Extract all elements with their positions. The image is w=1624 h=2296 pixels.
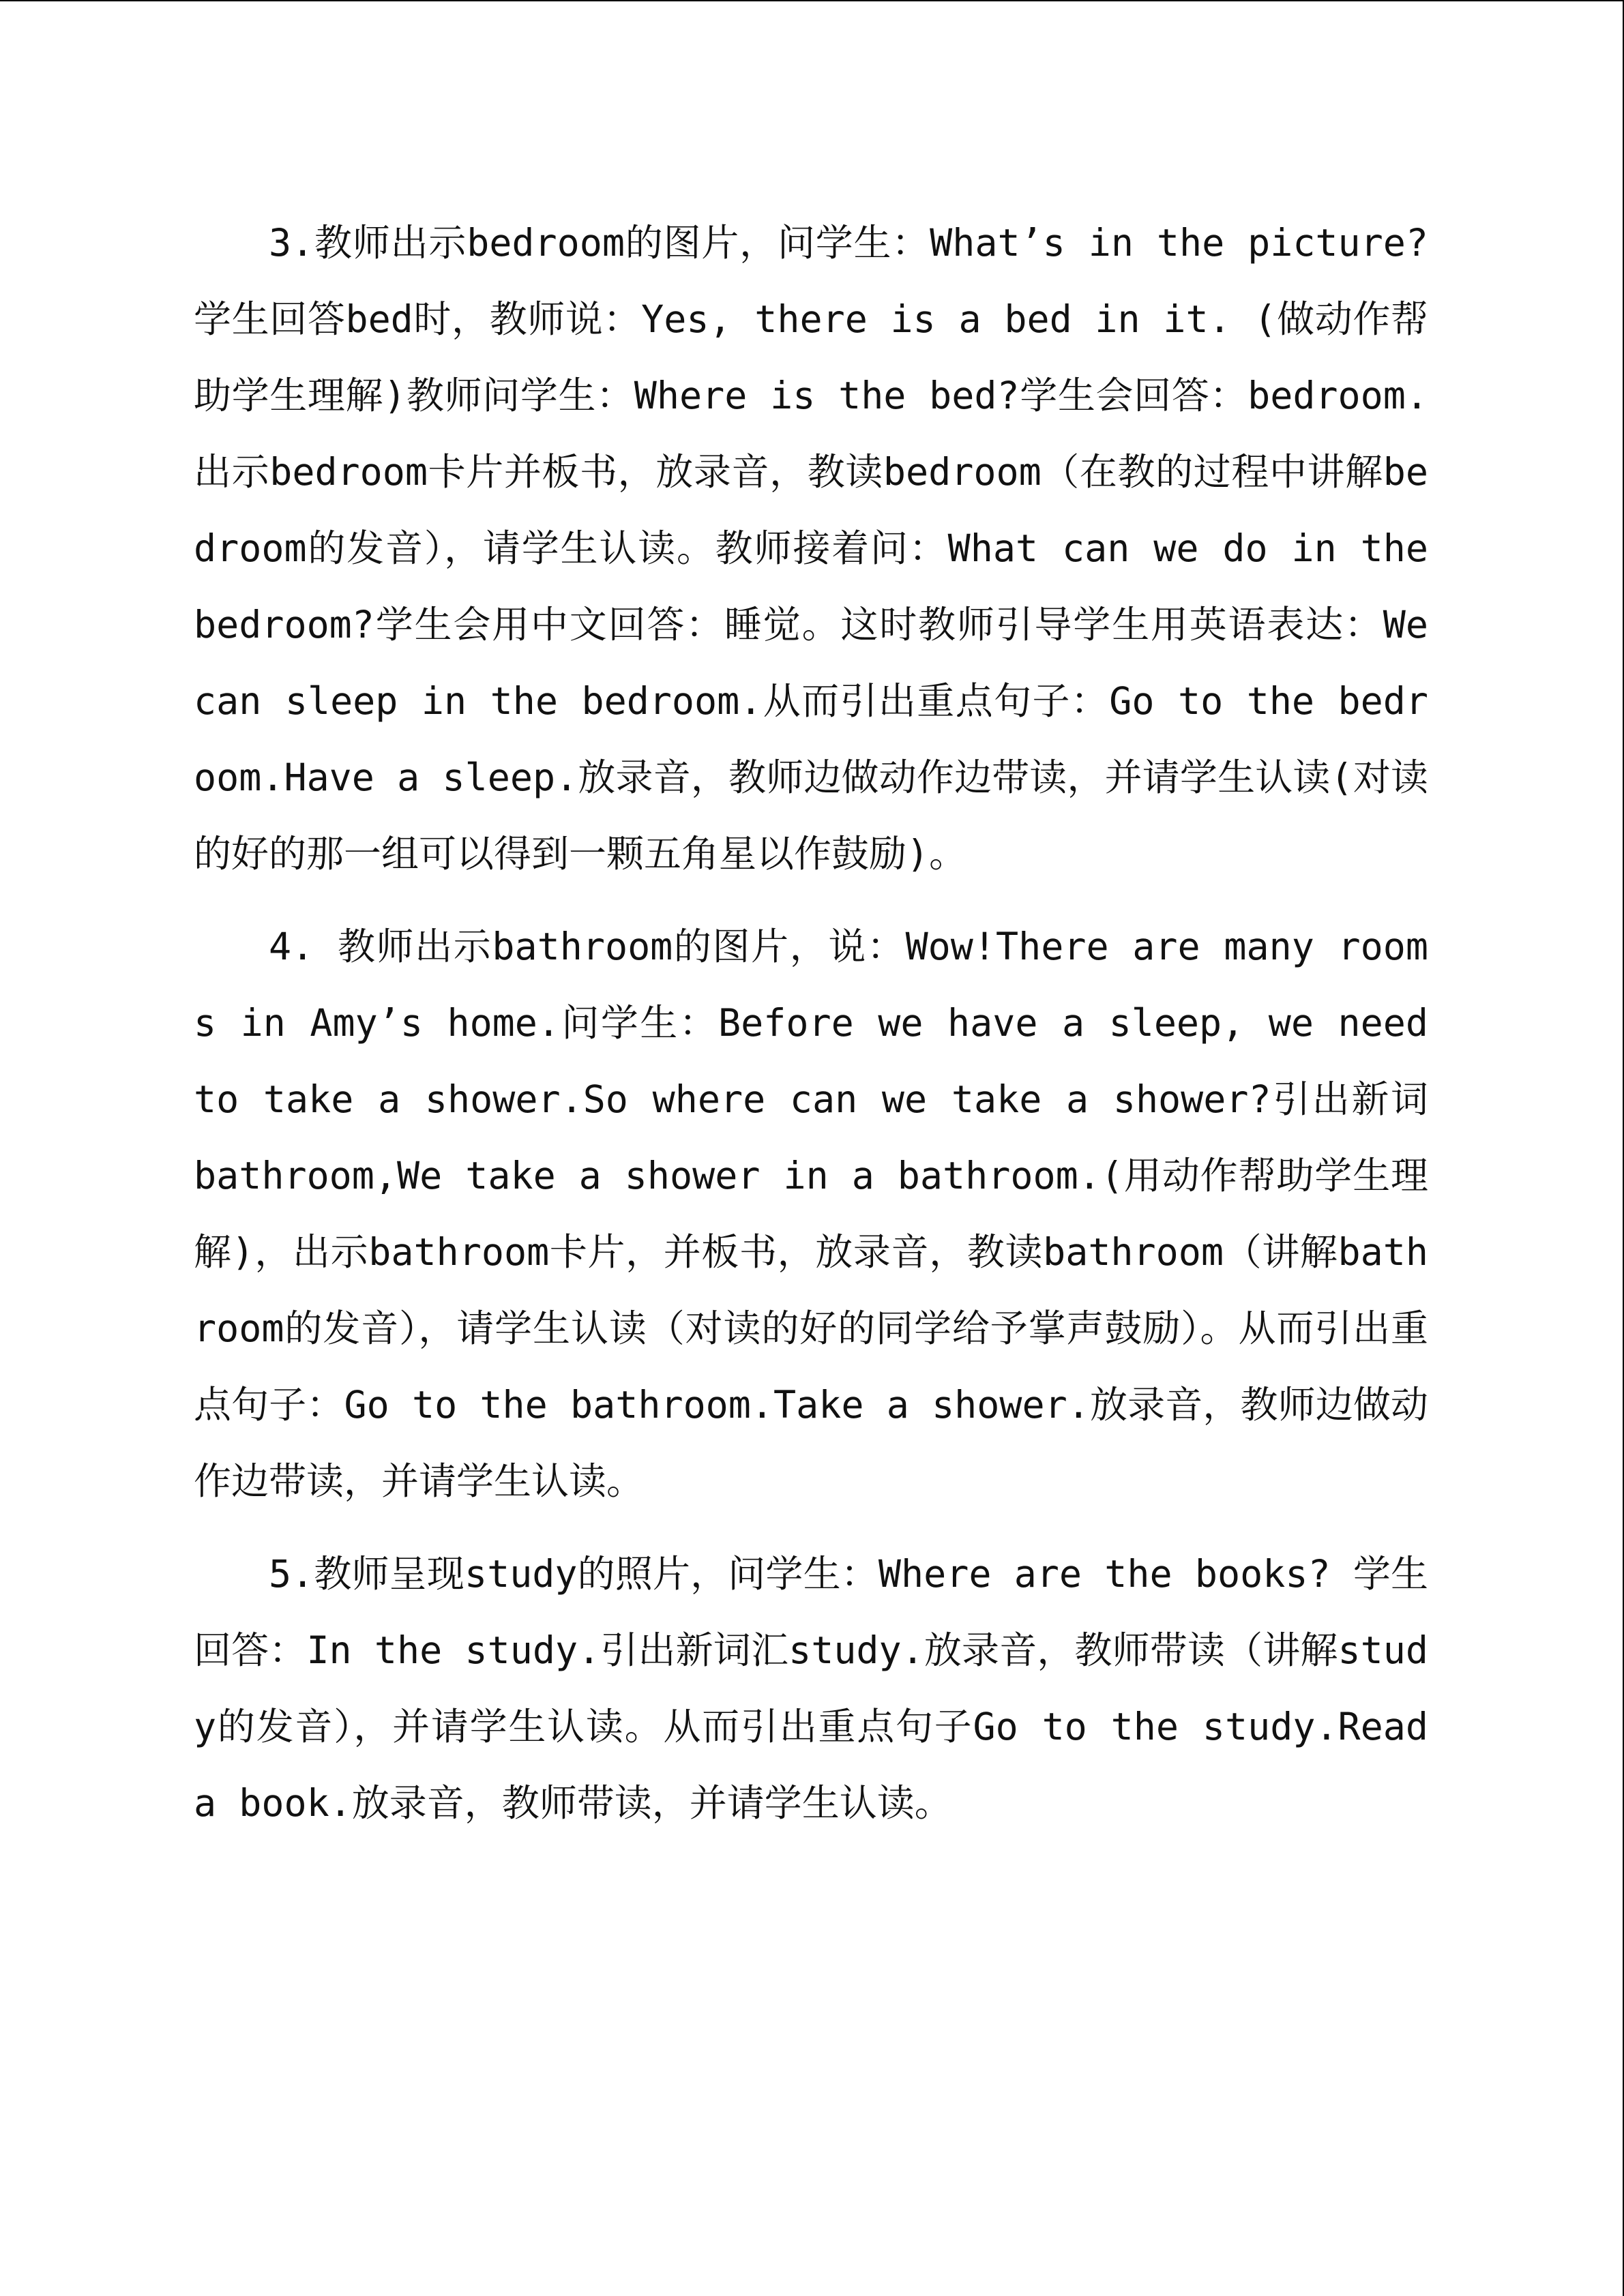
paragraph-study: 5.教师呈现study的照片，问学生：Where are the books? 学生回答：In the study.引出新词汇study.放录音，教师带读（讲解study的发音），并请学生认读。从而引出重点句子Go to the study.Read a book.放录音，教师带读，并请学生认读。 [194,1552,1428,1825]
document-body [194,205,1428,1841]
paragraph-bathroom: 4. 教师出示bathroom的图片，说：Wow!There are many rooms in Amy’s home.问学生：Before we have a sleep, we need to take a shower.So where can we take a shower?引出新词 bathroom,We take a shower in a bathroom.(用动作帮助学生理解)，出示bathroom卡片，并板书，放录音，教读bathroom（讲解bathroom的发音），请学生认读（对读的好的同学给予掌声鼓励）。从而引出重点句子：Go to the bathroom.Take a shower.放录音，教师边做动作边带读，并请学生认读。 [194,925,1428,1503]
paragraph-bedroom: 3.教师出示bedroom的图片，问学生：What’s in the picture? 学生回答bed时，教师说：Yes, there is a bed in it. (做动作帮助学生理解)教师问学生：Where is the bed?学生会回答：bedroom. 出示bedroom卡片并板书，放录音，教读bedroom（在教的过程中讲解bedroom的发音），请学生认读。教师接着问：What can we do in the bedroom?学生会用中文回答：睡觉。这时教师引导学生用英语表达：We can sleep in the bedroom.从而引出重点句子：Go to the bedroom.Have a sleep.放录音，教师边做动作边带读，并请学生认读(对读的好的那一组可以得到一颗五角星以作鼓励)。 [194,221,1428,876]
